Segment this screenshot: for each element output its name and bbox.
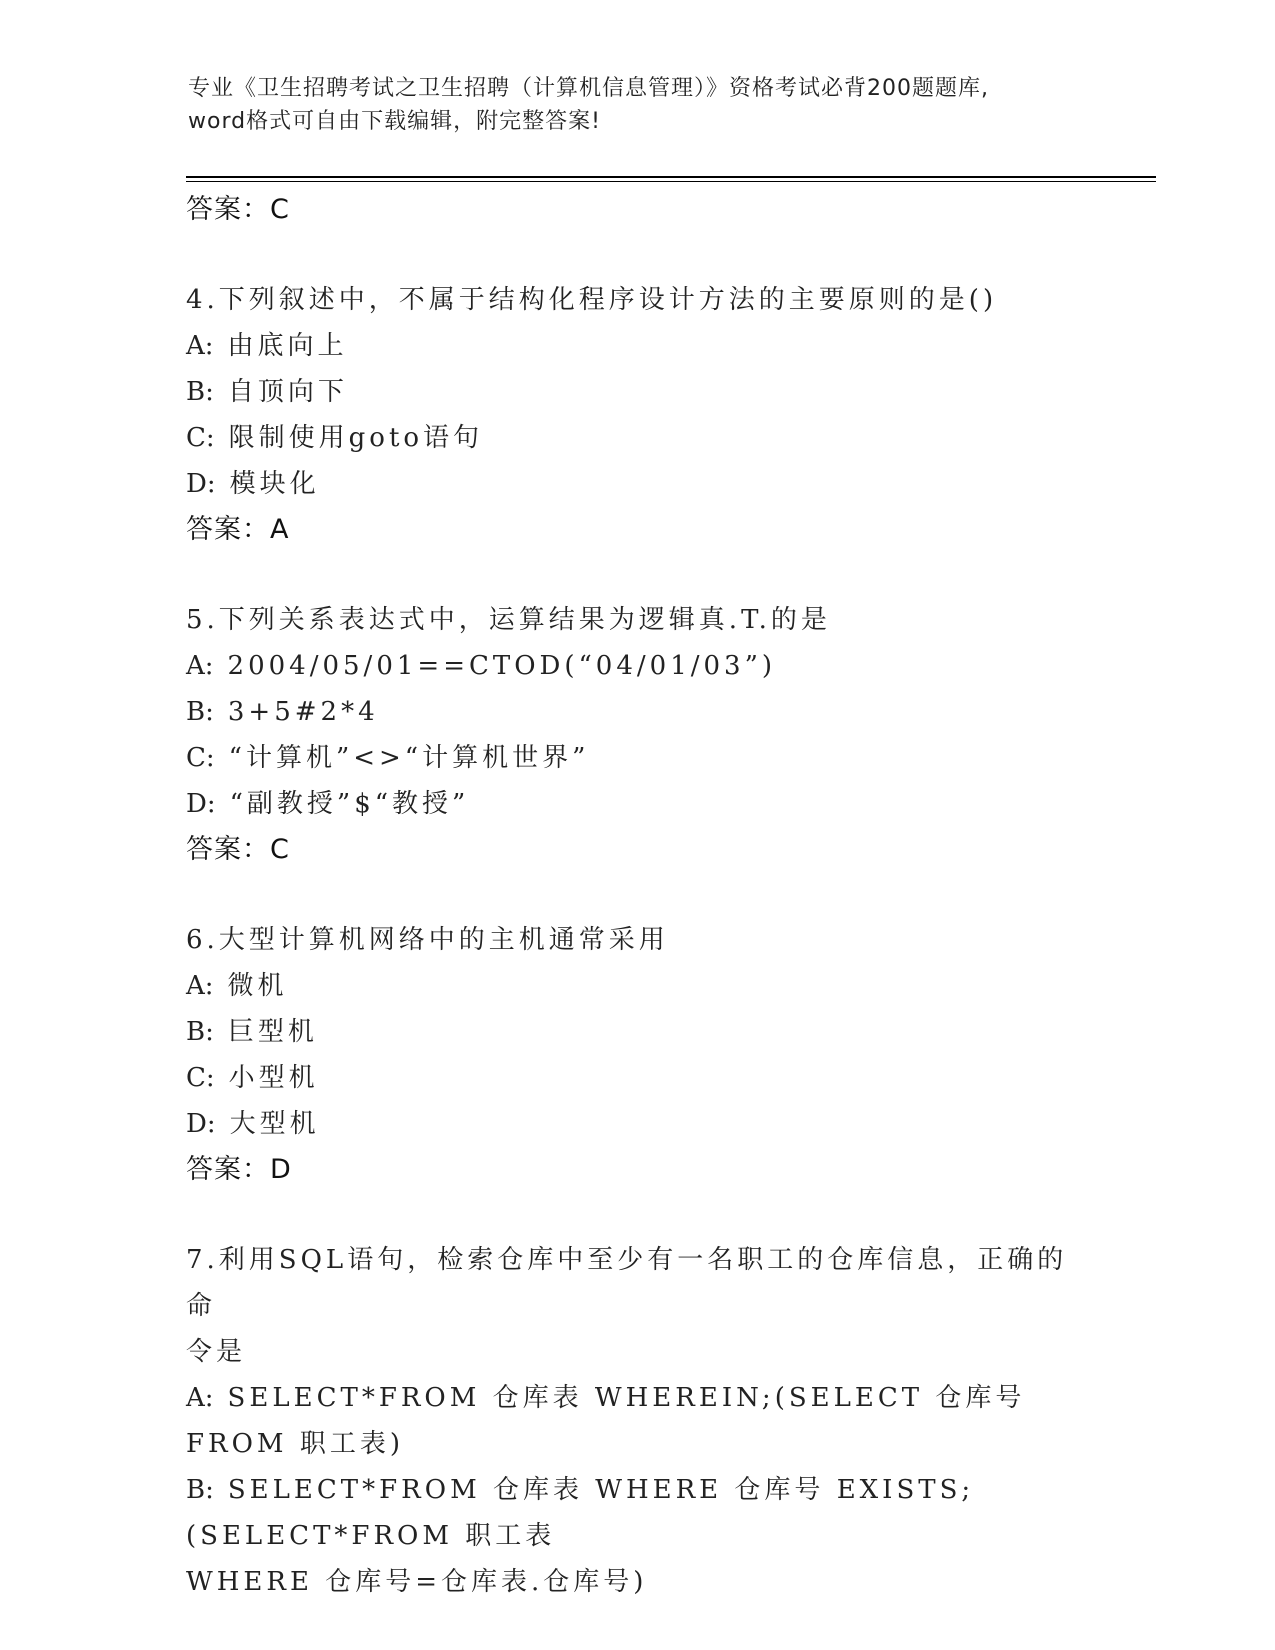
- option-text: 3+5#2*4: [227, 697, 379, 727]
- option-key: D:: [186, 469, 216, 499]
- document-header: [188, 72, 1088, 138]
- option-a: [186, 963, 1086, 1009]
- option-key: D:: [186, 1109, 216, 1139]
- option-text: 由底向上: [227, 331, 348, 361]
- option-b: [186, 689, 1086, 735]
- option-text: “计算机”<>“计算机世界”: [228, 743, 590, 773]
- option-b: [186, 1467, 1086, 1559]
- spacer: [186, 553, 1086, 597]
- option-c: [186, 735, 1086, 781]
- question-stem: 5.下列关系表达式中，运算结果为逻辑真.T.的是: [186, 605, 831, 635]
- option-text: 巨型机: [227, 1017, 318, 1047]
- option-key: C:: [186, 423, 215, 453]
- spacer: [186, 1193, 1086, 1237]
- option-text: 自顶向下: [227, 377, 348, 407]
- header-divider: [186, 176, 1156, 182]
- option-text: SELECT*FROM 仓库表 WHEREIN;(SELECT 仓库号 FROM 职工表): [186, 1383, 1026, 1459]
- option-text: 限制使用goto语句: [228, 423, 484, 453]
- option-key: B:: [186, 1475, 214, 1505]
- option-key: C:: [186, 743, 215, 773]
- option-key: B:: [186, 377, 214, 407]
- option-text: 微机: [227, 971, 288, 1001]
- question-stem-line-1: 7.利用SQL语句，检索仓库中至少有一名职工的仓库信息，正确的命: [186, 1245, 1068, 1321]
- option-text: 模块化: [229, 469, 320, 499]
- spacer: [186, 873, 1086, 917]
- option-key: B:: [186, 1017, 214, 1047]
- header-line-1: 专业《卫生招聘考试之卫生招聘（计算机信息管理）》资格考试必背200题题库,: [188, 76, 989, 101]
- option-key: A:: [186, 1383, 214, 1413]
- option-key: A:: [186, 651, 214, 681]
- option-d: [186, 461, 1086, 507]
- answer-line: 答案：D: [186, 1154, 292, 1185]
- question-stem-line-2: 令是: [186, 1337, 247, 1367]
- option-text: “副教授”$“教授”: [229, 789, 470, 819]
- option-d: [186, 1101, 1086, 1147]
- answer-line: 答案：A: [186, 514, 290, 545]
- question-item: [186, 917, 1086, 1193]
- option-a: [186, 323, 1086, 369]
- question-item: [186, 1237, 1086, 1605]
- option-a: [186, 643, 1086, 689]
- question-item: [186, 597, 1086, 873]
- header-line-2: word格式可自由下载编辑，附完整答案!: [188, 109, 601, 134]
- question-list: [186, 187, 1086, 1605]
- option-key: C:: [186, 1063, 215, 1093]
- option-b: [186, 1009, 1086, 1055]
- option-key: B:: [186, 697, 214, 727]
- option-c: [186, 415, 1086, 461]
- answer-line: 答案：C: [186, 194, 290, 225]
- option-key: D:: [186, 789, 216, 819]
- option-b: [186, 369, 1086, 415]
- option-text: 小型机: [228, 1063, 319, 1093]
- option-text: 2004/05/01==CTOD(“04/01/03”): [227, 651, 777, 681]
- option-b-continued: [186, 1559, 1086, 1605]
- option-d: [186, 781, 1086, 827]
- question-stem: 4.下列叙述中，不属于结构化程序设计方法的主要原则的是(): [186, 285, 998, 315]
- option-text: WHERE 仓库号=仓库表.仓库号): [186, 1567, 648, 1597]
- answer-line: 答案：C: [186, 834, 290, 865]
- option-a: [186, 1375, 1086, 1467]
- option-key: A:: [186, 971, 214, 1001]
- question-stem: 6.大型计算机网络中的主机通常采用: [186, 925, 669, 955]
- option-key: A:: [186, 331, 214, 361]
- spacer: [186, 233, 1086, 277]
- option-text: SELECT*FROM 仓库表 WHERE 仓库号 EXISTS;(SELECT*FROM 职工表: [186, 1475, 975, 1551]
- option-c: [186, 1055, 1086, 1101]
- question-item: [186, 277, 1086, 553]
- option-text: 大型机: [229, 1109, 320, 1139]
